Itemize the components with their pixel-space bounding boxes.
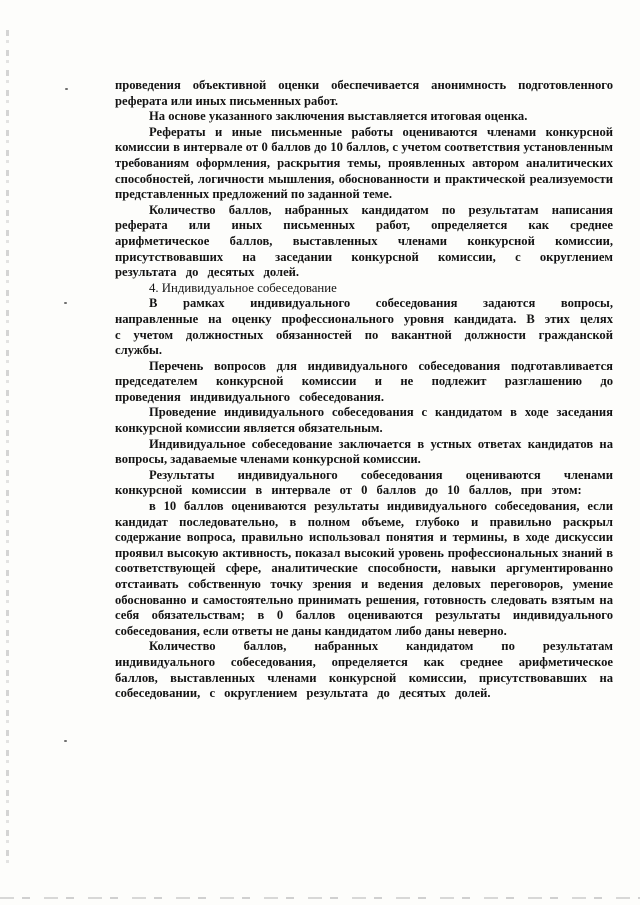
scan-left-edge — [6, 30, 9, 870]
document-page — [115, 78, 613, 702]
section-heading: 4. Индивидуальное собеседование — [149, 280, 337, 295]
scan-speck — [64, 302, 67, 304]
paragraph: Проведение индивидуального собеседования с кандидатом в ходе заседания конкурсной комиссии является обязательным. — [115, 405, 613, 436]
paragraph: Количество баллов, набранных кандидатом по результатам индивидуального собеседования, определяется как среднее арифметическое баллов, выставленных членами конкурсной комиссии, присутствовавших на собеседовании, с округлением результата до десятых долей. — [115, 639, 613, 701]
scan-speck — [65, 88, 68, 90]
scan-speck — [64, 740, 67, 742]
paragraph: проведения объективной оценки обеспечивается анонимность подготовленного реферата или иных письменных работ. — [115, 78, 613, 108]
paragraph: в 10 баллов оцениваются результаты индивидуального собеседования, если кандидат последовательно, в полном объеме, глубоко и правильно раскрыл содержание вопроса, правильно использовал понятия и термины, в ходе дискуссии проявил высокую активность, показал высокий уровень профессиональных знаний в соответствующей сфере, аналитические способности, навыки аргументированно отстаивать собственную точку зрения и ведения деловых переговоров, умение обоснованно и самостоятельно принимать решения, готовность следовать взятым на себя обязательствам; в 0 баллов оцениваются результаты индивидуального собеседования, если ответы не даны кандидатом либо даны неверно. — [115, 499, 613, 638]
paragraph: Перечень вопросов для индивидуального собеседования подготавливается председателем конкурсной комиссии и не подлежит разглашению до проведения индивидуального собеседования. — [115, 358, 613, 404]
paragraph: На основе указанного заключения выставляется итоговая оценка. — [149, 109, 528, 124]
scan-bottom-edge — [0, 897, 640, 899]
paragraph: Рефераты и иные письменные работы оцениваются членами конкурсной комиссии в интервале от 0 баллов до 10 баллов, с учетом соответствия установленным требованиям оформления, раскрытия темы, проявленных автором аналитических способностей, логичности мышления, обоснованности и практической реализуемости представленных предложений по заданной теме. — [115, 124, 613, 202]
paragraph: Результаты индивидуального собеседования оцениваются членами конкурсной комиссии в интервале от 0 баллов до 10 баллов, при этом: — [115, 467, 613, 498]
paragraph: Индивидуальное собеседование заключается в устных ответах кандидатов на вопросы, задаваемые членами конкурсной комиссии. — [115, 436, 613, 467]
paragraph: Количество баллов, набранных кандидатом по результатам написания реферата или иных письменных работ, определяется как среднее арифметическое баллов, выставленных членами конкурсной комиссии, присутствовавших на заседании конкурсной комиссии, с округлением результата до десятых долей. — [115, 202, 613, 280]
paragraph: В рамках индивидуального собеседования задаются вопросы, направленные на оценку профессионального уровня кандидата. В этих целях с учетом должностных обязанностей по вакантной должности гражданской службы. — [115, 296, 613, 358]
